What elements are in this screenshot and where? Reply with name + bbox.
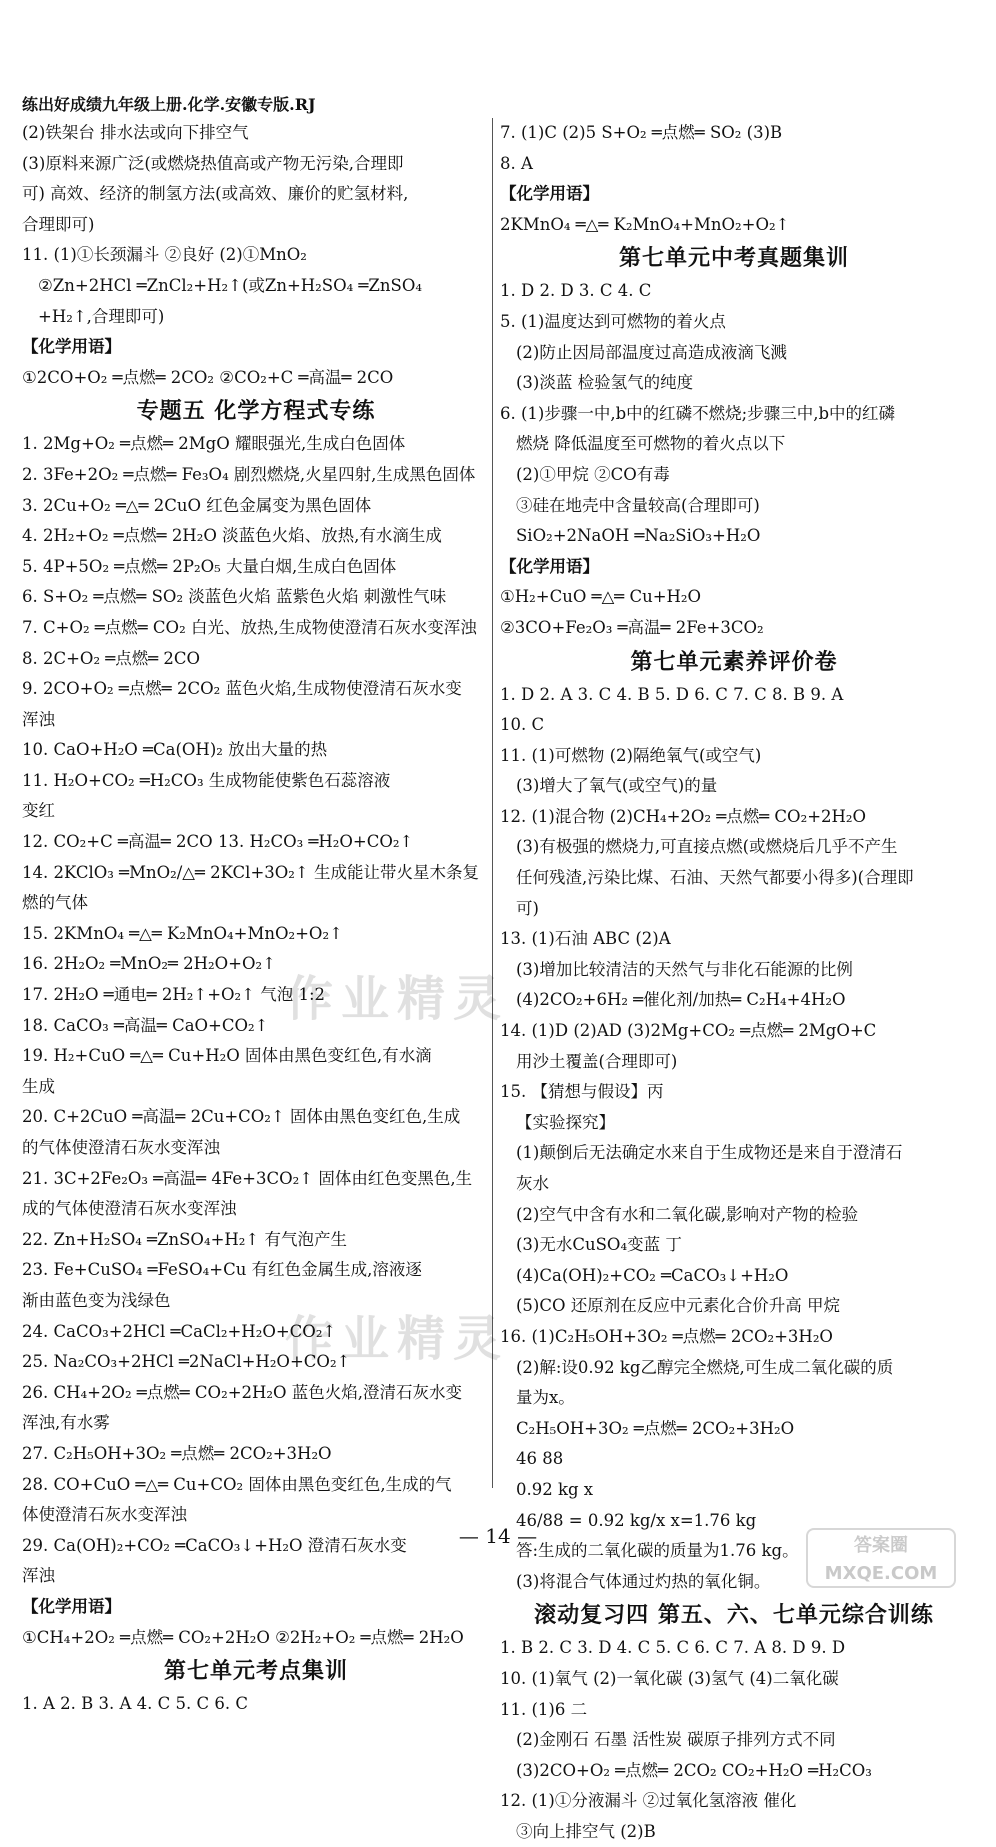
answer-line: (2)金刚石 石墨 活性炭 碳原子排列方式不同 [516, 1730, 836, 1750]
answer-line: 16. 2H₂O₂ ═MnO₂═ 2H₂O+O₂↑ [22, 954, 276, 974]
answer-line: (5)CO 还原剂在反应中元素化合价升高 甲烷 [516, 1296, 841, 1316]
left-column [22, 118, 490, 1720]
answer-line: 15. 【猜想与假设】丙 [500, 1082, 664, 1102]
answer-line: (2)空气中含有水和二氧化碳,影响对产物的检验 [516, 1204, 859, 1224]
answer-line: 10. CaO+H₂O ═Ca(OH)₂ 放出大量的热 [22, 740, 328, 760]
answer-line: 14. 2KClO₃ ═MnO₂/△═ 2KCl+3O₂↑ 生成能让带火星木条复 [22, 862, 479, 882]
answer-line: 1. B 2. C 3. D 4. C 5. C 6. C 7. A 8. D 9. D [500, 1638, 846, 1658]
answer-line: (2)铁架台 排水法或向下排空气 [22, 123, 249, 142]
answer-line: 燃的气体 [22, 893, 88, 913]
answer-line: 46/88 = 0.92 kg/x x=1.76 kg [516, 1510, 757, 1530]
answer-line: 16. (1)C₂H₅OH+3O₂ ═点燃═ 2CO₂+3H₂O [500, 1326, 833, 1346]
answer-line: C₂H₅OH+3O₂ ═点燃═ 2CO₂+3H₂O [516, 1418, 795, 1438]
answer-line: 量为x。 [516, 1388, 575, 1408]
answer-line: (3)增大了氧气(或空气)的量 [516, 776, 718, 796]
answer-line: 23. Fe+CuSO₄ ═FeSO₄+Cu 有红色金属生成,溶液逐 [22, 1260, 422, 1280]
answer-line: 17. 2H₂O ═通电═ 2H₂↑+O₂↑ 气泡 1:2 [22, 985, 326, 1005]
answer-line: 11. H₂O+CO₂ ═H₂CO₃ 生成物能使紫色石蕊溶液 [22, 770, 391, 790]
answer-line: 8. 2C+O₂ ═点燃═ 2CO [22, 648, 201, 668]
answer-line: 22. Zn+H₂SO₄ ═ZnSO₄+H₂↑ 有气泡产生 [22, 1229, 347, 1249]
answer-line: 5. (1)温度达到可燃物的着火点 [500, 311, 726, 331]
answer-line: (4)Ca(OH)₂+CO₂ ═CaCO₃↓+H₂O [516, 1265, 789, 1285]
answer-line: 26. CH₄+2O₂ ═点燃═ CO₂+2H₂O 蓝色火焰,澄清石灰水变 [22, 1382, 463, 1402]
logo-line2: MXQE.COM [824, 1563, 938, 1584]
answer-line: ①CH₄+2O₂ ═点燃═ CO₂+2H₂O ②2H₂+O₂ ═点燃═ 2H₂O [22, 1627, 464, 1647]
answer-line: 浑浊 [22, 1566, 55, 1586]
answer-line: 7. (1)C (2)5 S+O₂ ═点燃═ SO₂ (3)B [500, 123, 783, 142]
answer-line: ③向上排空气 (2)B [516, 1821, 656, 1841]
answer-line: 体使澄清石灰水变浑浊 [22, 1505, 187, 1525]
section-tag: 【化学用语】 [22, 337, 121, 357]
answer-line: 的气体使澄清石灰水变浑浊 [22, 1138, 220, 1157]
answer-line: 14. (1)D (2)AD (3)2Mg+CO₂ ═点燃═ 2MgO+C [500, 1021, 877, 1041]
answer-line: 11. (1)①长颈漏斗 ②良好 (2)①MnO₂ [22, 245, 307, 265]
answer-line: 4. 2H₂+O₂ ═点燃═ 2H₂O 淡蓝色火焰、放热,有水滴生成 [22, 526, 442, 546]
answer-line: (3)有极强的燃烧力,可直接点燃(或燃烧后几乎不产生 [516, 837, 898, 857]
answer-line: (2)防止因局部温度过高造成液滴飞溅 [516, 342, 787, 362]
answer-line: 2. 3Fe+2O₂ ═点燃═ Fe₃O₄ 剧烈燃烧,火星四射,生成黑色固体 [22, 464, 476, 484]
answer-line: 11. (1)可燃物 (2)隔绝氧气(或空气) [500, 745, 762, 765]
answer-line: +H₂↑,合理即可) [38, 306, 165, 326]
answer-line: 46 88 [516, 1449, 564, 1469]
answer-line: (2)①甲烷 ②CO有毒 [516, 464, 670, 484]
answer-line: 1. A 2. B 3. A 4. C 5. C 6. C [22, 1694, 248, 1714]
answer-line: 渐由蓝色变为浅绿色 [22, 1290, 171, 1310]
answer-line: 21. 3C+2Fe₂O₃ ═高温═ 4Fe+3CO₂↑ 固体由红色变黑色,生 [22, 1168, 473, 1188]
answer-line: ①H₂+CuO ═△═ Cu+H₂O [500, 587, 702, 607]
answer-line: ③硅在地壳中含量较高(合理即可) [516, 495, 760, 515]
answer-line: 5. 4P+5O₂ ═点燃═ 2P₂O₅ 大量白烟,生成白色固体 [22, 556, 397, 576]
section-title: 第七单元中考真题集训 [618, 245, 849, 272]
answer-line: 25. Na₂CO₃+2HCl ═2NaCl+H₂O+CO₂↑ [22, 1352, 351, 1372]
answer-line: 20. C+2CuO ═高温═ 2Cu+CO₂↑ 固体由黑色变红色,生成 [22, 1107, 461, 1127]
answer-line: 0.92 kg x [516, 1479, 594, 1499]
answer-line: 浑浊,有水雾 [22, 1413, 110, 1433]
section-title: 专题五 化学方程式专练 [136, 398, 376, 425]
answer-line: 8. A [500, 153, 533, 173]
section-tag: 【化学用语】 [500, 556, 599, 576]
column-divider [492, 118, 493, 1488]
answer-line: 【实验探究】 [516, 1112, 615, 1132]
page-header [22, 92, 316, 115]
answer-line: 19. H₂+CuO ═△═ Cu+H₂O 固体由黑色变红色,有水滴 [22, 1046, 432, 1066]
answer-line: 12. (1)①分液漏斗 ②过氧化氢溶液 催化 [500, 1791, 797, 1811]
answer-line: 燃烧 降低温度至可燃物的着火点以下 [516, 434, 786, 454]
answer-line: 1. 2Mg+O₂ ═点燃═ 2MgO 耀眼强光,生成白色固体 [22, 434, 406, 454]
answer-line: 用沙土覆盖(合理即可) [516, 1051, 678, 1071]
answer-line: 13. (1)石油 ABC (2)A [500, 929, 671, 949]
answer-line: 成的气体使澄清石灰水变浑浊 [22, 1199, 237, 1219]
answer-line: 11. (1)6 二 [500, 1699, 588, 1719]
header-subtitle: 九年级上册.化学.安徽专版.RJ [102, 95, 316, 114]
answer-line: (3)2CO+O₂ ═点燃═ 2CO₂ CO₂+H₂O ═H₂CO₃ [516, 1760, 872, 1780]
section-title: 滚动复习四 第五、六、七单元综合训练 [534, 1602, 934, 1629]
answer-line: (3)淡蓝 检验氢气的纯度 [516, 373, 694, 393]
answer-line: (3)原料来源广泛(或燃烧热值高或产物无污染,合理即 [22, 153, 404, 173]
answer-line: 9. 2CO+O₂ ═点燃═ 2CO₂ 蓝色火焰,生成物使澄清石灰水变 [22, 679, 462, 699]
answer-line: 浑浊 [22, 709, 55, 729]
answer-line: (3)无水CuSO₄变蓝 丁 [516, 1235, 682, 1255]
header-brand: 练出好成绩 [22, 95, 103, 114]
section-title: 第七单元考点集训 [163, 1658, 348, 1685]
answer-line: 6. S+O₂ ═点燃═ SO₂ 淡蓝色火焰 蓝紫色火焰 刺激性气味 [22, 587, 447, 607]
answer-line: 10. (1)氧气 (2)一氧化碳 (3)氢气 (4)二氧化碳 [500, 1668, 839, 1688]
answer-line: 6. (1)步骤一中,b中的红磷不燃烧;步骤三中,b中的红磷 [500, 403, 896, 423]
answer-line: (3)增加比较清洁的天然气与非化石能源的比例 [516, 959, 853, 979]
answer-line: SiO₂+2NaOH ═Na₂SiO₃+H₂O [516, 526, 761, 546]
answer-line: ②Zn+2HCl ═ZnCl₂+H₂↑(或Zn+H₂SO₄ ═ZnSO₄ [38, 275, 422, 295]
answer-line: (4)2CO₂+6H₂ ═催化剂/加热═ C₂H₄+4H₂O [516, 990, 846, 1010]
answer-line: 合理即可) [22, 214, 95, 234]
answer-line: 15. 2KMnO₄ ═△═ K₂MnO₄+MnO₂+O₂↑ [22, 923, 343, 943]
section-tag: 【化学用语】 [500, 184, 599, 204]
watermark-text: 作业精灵 [285, 1311, 510, 1367]
answer-line: 灰水 [516, 1174, 549, 1193]
answer-line: 29. Ca(OH)₂+CO₂ ═CaCO₃↓+H₂O 澄清石灰水变 [22, 1535, 407, 1555]
watermark-text: 作业精灵 [285, 971, 510, 1027]
logo-line1: 答案圈 [854, 1535, 908, 1556]
answer-line: 生成 [22, 1076, 55, 1096]
answer-line: 12. CO₂+C ═高温═ 2CO 13. H₂CO₃ ═H₂O+CO₂↑ [22, 832, 414, 852]
answer-line: 答:生成的二氧化碳的质量为1.76 kg。 [516, 1541, 799, 1561]
answer-line: 28. CO+CuO ═△═ Cu+CO₂ 固体由黑色变红色,生成的气 [22, 1474, 452, 1494]
answer-line: 24. CaCO₃+2HCl ═CaCl₂+H₂O+CO₂↑ [22, 1321, 337, 1341]
answer-line: 3. 2Cu+O₂ ═△═ 2CuO 红色金属变为黑色固体 [22, 495, 372, 515]
section-tag: 【化学用语】 [22, 1596, 121, 1616]
section-title: 第七单元素养评价卷 [630, 648, 838, 675]
answer-line: 可) 高效、经济的制氢方法(或高效、廉价的贮氢材料, [22, 184, 409, 204]
answer-line: (3)将混合气体通过灼热的氧化铜。 [516, 1571, 771, 1591]
answer-line: 可) [516, 898, 539, 918]
answer-line: ①2CO+O₂ ═点燃═ 2CO₂ ②CO₂+C ═高温═ 2CO [22, 367, 394, 387]
answer-line: (1)颠倒后无法确定水来自于生成物还是来自于澄清石 [516, 1143, 903, 1163]
answer-line: (2)解:设0.92 kg乙醇完全燃烧,可生成二氧化碳的质 [516, 1357, 894, 1377]
site-logo [806, 1528, 956, 1588]
answer-line: 7. C+O₂ ═点燃═ CO₂ 白光、放热,生成物使澄清石灰水变浑浊 [22, 617, 477, 637]
answer-line: 1. D 2. D 3. C 4. C [500, 281, 652, 301]
answer-line: ②3CO+Fe₂O₃ ═高温═ 2Fe+3CO₂ [500, 617, 764, 637]
answer-line: 27. C₂H₅OH+3O₂ ═点燃═ 2CO₂+3H₂O [22, 1443, 332, 1463]
answer-line: 2KMnO₄ ═△═ K₂MnO₄+MnO₂+O₂↑ [500, 214, 790, 234]
answer-line: 1. D 2. A 3. C 4. B 5. D 6. C 7. C 8. B 9. A [500, 684, 844, 704]
answer-line: 变红 [22, 801, 55, 821]
answer-line: 10. C [500, 715, 545, 735]
answer-line: 任何残渣,污染比煤、石油、天然气都要小得多)(合理即 [516, 868, 914, 888]
answer-line: 12. (1)混合物 (2)CH₄+2O₂ ═点燃═ CO₂+2H₂O [500, 806, 867, 826]
page-number: — 14 — [458, 1524, 538, 1548]
answer-line: 18. CaCO₃ ═高温═ CaO+CO₂↑ [22, 1015, 269, 1035]
